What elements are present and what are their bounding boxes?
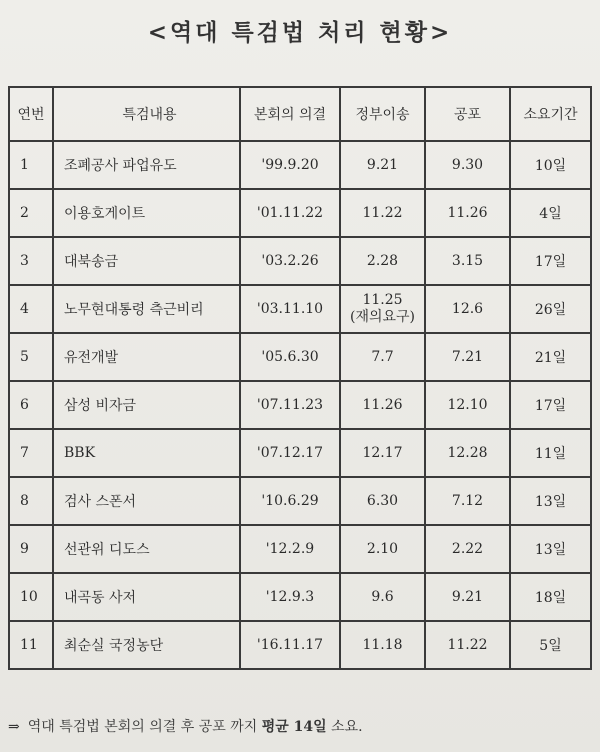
cell-content: BBK: [53, 429, 240, 477]
cell-gov-transfer: 6.30: [340, 477, 425, 525]
cell-promulgation: 3.15: [425, 237, 510, 285]
table-row: [9, 429, 591, 477]
cell-gov-transfer: 11.26: [340, 381, 425, 429]
table-row: [9, 477, 591, 525]
gov-transfer-date: 11.25: [362, 292, 403, 308]
cell-gov-transfer: 12.17: [340, 429, 425, 477]
cell-no: 5: [9, 333, 53, 381]
header-content: 특검내용: [53, 87, 240, 141]
cell-resolution-date: '16.11.17: [240, 621, 340, 669]
cell-promulgation: 12.10: [425, 381, 510, 429]
summary-average: 평균 14일: [261, 719, 327, 735]
cell-resolution-date: '05.6.30: [240, 333, 340, 381]
cell-duration: 5일: [510, 621, 591, 669]
cell-promulgation: 7.12: [425, 477, 510, 525]
header-no: 연번: [9, 87, 53, 141]
cell-content: 노무현대통령 측근비리: [53, 285, 240, 333]
summary-note: [8, 716, 593, 736]
cell-resolution-date: '03.11.10: [240, 285, 340, 333]
table-row: [9, 237, 591, 285]
header-promulgation: 공포: [425, 87, 510, 141]
cell-no: 10: [9, 573, 53, 621]
cell-no: 11: [9, 621, 53, 669]
table-row: [9, 285, 591, 333]
cell-resolution-date: '12.2.9: [240, 525, 340, 573]
cell-resolution-date: '07.11.23: [240, 381, 340, 429]
gov-transfer-note: (재의요구): [349, 309, 416, 325]
table-row: [9, 333, 591, 381]
table-row: [9, 621, 591, 669]
cell-duration: 26일: [510, 285, 591, 333]
cell-no: 8: [9, 477, 53, 525]
cell-promulgation: 12.28: [425, 429, 510, 477]
table-body: [9, 141, 591, 669]
cell-gov-transfer: 11.18: [340, 621, 425, 669]
cell-content: 대북송금: [53, 237, 240, 285]
cell-gov-transfer: 2.10: [340, 525, 425, 573]
page-title: <역대 특검법 처리 현황>: [147, 19, 453, 46]
cell-resolution-date: '10.6.29: [240, 477, 340, 525]
cell-duration: 10일: [510, 141, 591, 189]
summary-suffix: 소요.: [326, 719, 363, 735]
cell-content: 검사 스폰서: [53, 477, 240, 525]
table-row: [9, 189, 591, 237]
cell-content: 삼성 비자금: [53, 381, 240, 429]
cell-no: 9: [9, 525, 53, 573]
cell-promulgation: 2.22: [425, 525, 510, 573]
cell-promulgation: 11.26: [425, 189, 510, 237]
summary-text: 역대 특검법 본회의 의결 후 공포 까지: [27, 719, 262, 735]
table-header: [9, 87, 591, 141]
arrow-icon: ⇒: [8, 719, 20, 735]
table-row: [9, 141, 591, 189]
cell-no: 7: [9, 429, 53, 477]
cell-gov-transfer: 9.21: [340, 141, 425, 189]
cell-duration: 21일: [510, 333, 591, 381]
cell-content: 유전개발: [53, 333, 240, 381]
cell-no: 6: [9, 381, 53, 429]
header-duration: 소요기간: [510, 87, 591, 141]
cell-resolution-date: '99.9.20: [240, 141, 340, 189]
cell-promulgation: 7.21: [425, 333, 510, 381]
cell-gov-transfer: 9.6: [340, 573, 425, 621]
cell-duration: 13일: [510, 477, 591, 525]
cell-content: 내곡동 사저: [53, 573, 240, 621]
cell-gov-transfer: 2.28: [340, 237, 425, 285]
cell-duration: 13일: [510, 525, 591, 573]
cell-gov-transfer: 7.7: [340, 333, 425, 381]
table-row: [9, 525, 591, 573]
table-row: [9, 381, 591, 429]
cell-gov-transfer: 11.22: [340, 189, 425, 237]
cell-promulgation: 9.30: [425, 141, 510, 189]
cell-content: 선관위 디도스: [53, 525, 240, 573]
cell-gov-transfer: [340, 285, 425, 333]
cell-duration: 17일: [510, 237, 591, 285]
cell-content: 이용호게이트: [53, 189, 240, 237]
cell-no: 1: [9, 141, 53, 189]
cell-no: 2: [9, 189, 53, 237]
special-prosecutor-table-wrapper: [8, 86, 590, 670]
cell-resolution-date: '12.9.3: [240, 573, 340, 621]
cell-promulgation: 9.21: [425, 573, 510, 621]
cell-resolution-date: '07.12.17: [240, 429, 340, 477]
cell-resolution-date: '01.11.22: [240, 189, 340, 237]
cell-no: 3: [9, 237, 53, 285]
cell-content: 조폐공사 파업유도: [53, 141, 240, 189]
cell-promulgation: 11.22: [425, 621, 510, 669]
cell-duration: 4일: [510, 189, 591, 237]
cell-no: 4: [9, 285, 53, 333]
cell-duration: 17일: [510, 381, 591, 429]
header-resolution-date: 본회의 의결: [240, 87, 340, 141]
cell-content: 최순실 국정농단: [53, 621, 240, 669]
cell-resolution-date: '03.2.26: [240, 237, 340, 285]
cell-duration: 11일: [510, 429, 591, 477]
cell-duration: 18일: [510, 573, 591, 621]
header-row: [9, 87, 591, 141]
header-gov-transfer: 정부이송: [340, 87, 425, 141]
special-prosecutor-table: [8, 86, 592, 670]
table-row: [9, 573, 591, 621]
cell-promulgation: 12.6: [425, 285, 510, 333]
